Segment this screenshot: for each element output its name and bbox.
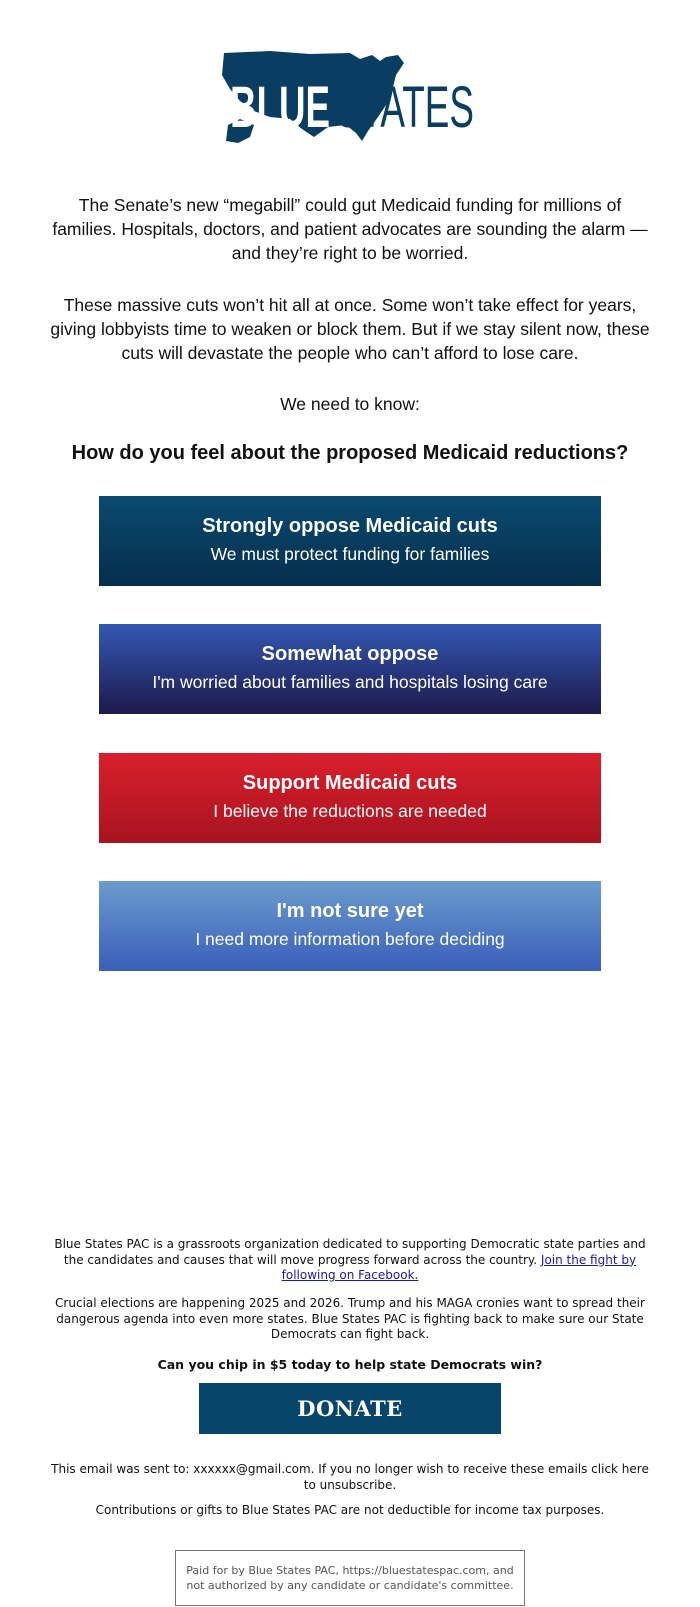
- chip-in-heading: Can you chip in $5 today to help state Democrats win?: [157, 1357, 543, 1372]
- unsubscribe-text[interactable]: This email was sent to: xxxxxx@gmail.com. If you no longer wish to receive these emails click here to unsubscribe.: [51, 1462, 649, 1492]
- option-title: Strongly oppose Medicaid cuts: [202, 515, 498, 537]
- survey-question: How do you feel about the proposed Medicaid reductions?: [71, 442, 629, 464]
- option-support-cuts-button[interactable]: [99, 753, 601, 843]
- option-subtitle: I believe the reductions are needed: [213, 801, 487, 821]
- logo-word-blue: BLUE: [230, 75, 330, 140]
- intro-paragraph-2: These massive cuts won’t hit all at once. Some won’t take effect for years, giving lobbyists time to weaken or block them. But if we stay silent now, these cuts will devastate the people who can’t afford to lose care.: [50, 295, 650, 363]
- option-title: Somewhat oppose: [261, 643, 439, 665]
- option-subtitle: I need more information before deciding: [195, 929, 505, 949]
- option-subtitle: We must protect funding for families: [210, 544, 490, 564]
- intro-paragraph-1: The Senate’s new “megabill” could gut Medicaid funding for millions of families. Hospitals, doctors, and patient advocates are sounding the alarm — and they’re right to be worried.: [52, 195, 648, 263]
- blue-states-logo: [210, 45, 480, 155]
- option-not-sure-button[interactable]: [99, 881, 601, 971]
- tax-disclaimer: Contributions or gifts to Blue States PAC are not deductible for income tax purposes.: [95, 1503, 605, 1517]
- facebook-link[interactable]: Join the fight by following on Facebook.: [281, 1252, 637, 1282]
- footer-elections-text: Crucial elections are happening 2025 and 2026. Trump and his MAGA cronies want to spread their dangerous agenda into even more states. Blue States PAC is fighting back to make sure our State Democrats can fight back.: [55, 1296, 645, 1341]
- donate-button[interactable]: DONATE: [199, 1383, 501, 1434]
- option-subtitle: I'm worried about families and hospitals losing care: [152, 672, 548, 692]
- option-title: I'm not sure yet: [276, 900, 424, 922]
- option-somewhat-oppose-button[interactable]: [99, 624, 601, 714]
- option-title: Support Medicaid cuts: [242, 772, 458, 794]
- need-to-know-text: We need to know:: [280, 394, 420, 414]
- footer-about-text: Blue States PAC is a grassroots organization dedicated to supporting Democratic state parties and the candidates and causes that will move progress forward across the country.: [54, 1237, 646, 1267]
- option-strongly-oppose-button[interactable]: [99, 496, 601, 586]
- paid-for-disclaimer-box: Paid for by Blue States PAC, https://bluestatespac.com, and not authorized by any candidate or candidate's committee.: [175, 1550, 525, 1606]
- logo-word-states: STATES: [336, 75, 474, 140]
- footer-about: [50, 1237, 650, 1284]
